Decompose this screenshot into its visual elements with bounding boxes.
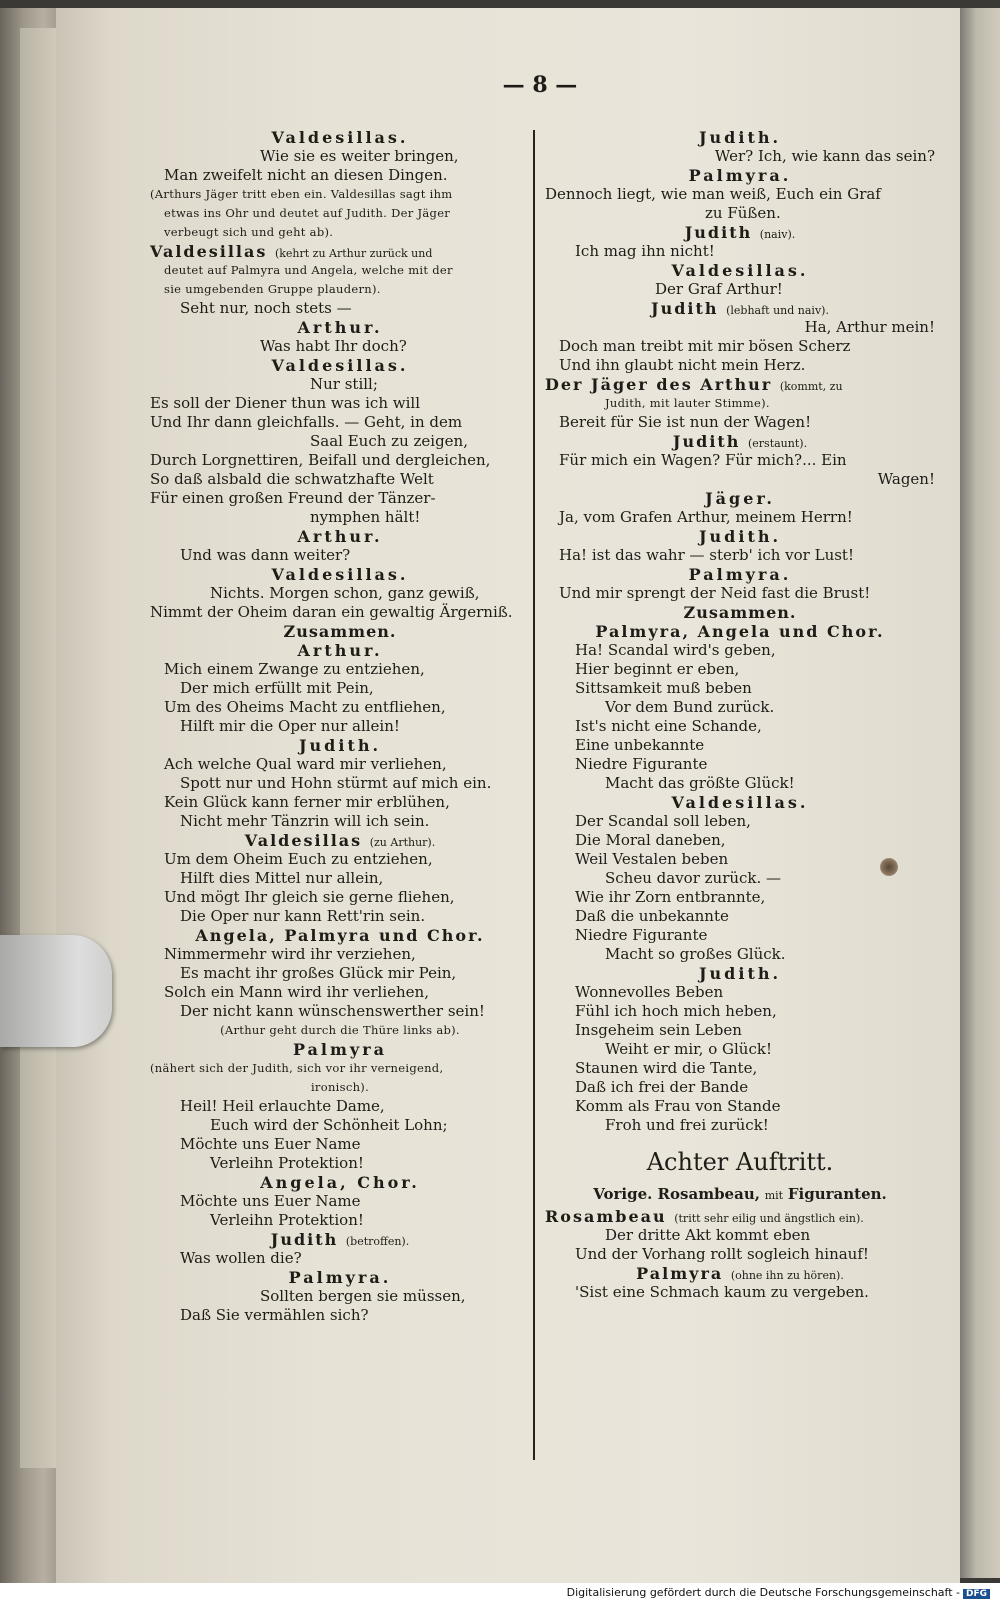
text-line <box>150 546 530 565</box>
line-text: Der Graf Arthur! <box>655 280 783 298</box>
line-text: Daß ich frei der Bande <box>575 1078 749 1096</box>
scene-title: Achter Auftritt. <box>646 1148 834 1176</box>
right-column <box>545 128 935 1302</box>
text-line <box>545 1097 935 1116</box>
speaker-line <box>545 1264 935 1283</box>
line-text: Palmyra. <box>288 1268 392 1287</box>
text-line <box>150 147 530 166</box>
line-text: Möchte uns Euer Name <box>180 1135 361 1153</box>
speaker-line <box>545 299 935 318</box>
line-text: Rosambeau <box>545 1207 667 1226</box>
line-text: Judith. <box>698 128 782 147</box>
page-clip <box>0 935 112 1047</box>
line-text: Durch Lorgnettiren, Beifall und dergleichen, <box>150 451 491 469</box>
line-text: Der Scandal soll leben, <box>575 812 751 830</box>
line-text: Valdesillas <box>150 242 268 261</box>
line-text: Ich mag ihn nicht! <box>575 242 715 260</box>
text-line <box>150 1116 530 1135</box>
line-text: Und der Vorhang rollt sogleich hinauf! <box>575 1245 869 1263</box>
line-text: Dennoch liegt, wie man weiß, Euch ein Graf <box>545 185 881 203</box>
text-line <box>545 337 935 356</box>
line-text: Nichts. Morgen schon, ganz gewiß, <box>210 584 480 602</box>
line-text: Valdesillas. <box>671 793 809 812</box>
line-text: Ja, vom Grafen Arthur, meinem Herrn! <box>559 508 853 526</box>
scene-persons <box>545 1181 935 1207</box>
text-line <box>150 793 530 812</box>
text-line <box>545 1040 935 1059</box>
speaker-name <box>150 1040 530 1059</box>
line-text: Der Jäger des Arthur <box>545 375 773 394</box>
line-text: Wie sie es weiter bringen, <box>260 147 459 165</box>
text-line <box>545 1059 935 1078</box>
text-line <box>150 679 530 698</box>
text-line <box>545 1002 935 1021</box>
text-line <box>545 1116 935 1135</box>
stage-direction: (betroffen). <box>345 1235 410 1248</box>
text-line <box>545 318 935 337</box>
text-line <box>150 774 530 793</box>
text-line <box>545 679 935 698</box>
stage-direction: (lebhaft und naiv). <box>726 304 829 317</box>
line-text: Wer? Ich, wie kann das sein? <box>714 147 935 165</box>
scene-persons-main: Vorige. Rosambeau, <box>593 1185 760 1203</box>
line-text: Palmyra. <box>688 565 792 584</box>
text-line <box>150 470 530 489</box>
speaker-line <box>545 432 935 451</box>
text-line <box>150 907 530 926</box>
line-text: Möchte uns Euer Name <box>180 1192 361 1210</box>
line-text: Bereit für Sie ist nun der Wagen! <box>559 413 812 431</box>
text-line <box>545 356 935 375</box>
line-text: 'Sist eine Schmach kaum zu vergeben. <box>575 1283 869 1301</box>
line-text: Doch man treibt mit mir bösen Scherz <box>559 337 851 355</box>
line-text: Valdesillas. <box>671 261 809 280</box>
line-text: Fühl ich hoch mich heben, <box>575 1002 777 1020</box>
text-line <box>150 888 530 907</box>
text-line <box>150 1287 530 1306</box>
text-line <box>150 1135 530 1154</box>
text-line <box>150 1021 530 1040</box>
line-text: Sollten bergen sie müssen, <box>260 1287 466 1305</box>
text-line <box>150 1249 530 1268</box>
speaker-name <box>545 489 935 508</box>
text-line <box>150 166 530 185</box>
line-text: Ha! Scandal wird's geben, <box>575 641 776 659</box>
text-line <box>150 185 530 204</box>
text-line <box>545 204 935 223</box>
line-text: Zusammen. <box>683 603 797 622</box>
text-line <box>545 945 935 964</box>
line-text: Arthur. <box>297 527 383 546</box>
footer-text: Digitalisierung gefördert durch die Deutsche Forschungsgemeinschaft - <box>566 1586 960 1599</box>
text-line <box>150 983 530 1002</box>
speaker-name <box>545 261 935 280</box>
text-line <box>545 242 935 261</box>
line-text: Der mich erfüllt mit Pein, <box>180 679 374 697</box>
line-text: Judith <box>270 1230 339 1249</box>
text-line <box>545 451 935 470</box>
line-text: sie umgebenden Gruppe plaudern). <box>164 282 381 296</box>
line-text: Und was dann weiter? <box>180 546 351 564</box>
speaker-line <box>545 375 935 394</box>
line-text: Mich einem Zwange zu entziehen, <box>164 660 425 678</box>
text-line <box>150 337 530 356</box>
right-book-edge <box>960 8 1000 1578</box>
line-text: Der dritte Akt kommt eben <box>605 1226 811 1244</box>
text-line <box>545 641 935 660</box>
line-text: Und ihn glaubt nicht mein Herz. <box>559 356 806 374</box>
text-line <box>150 261 530 280</box>
line-text: Palmyra. <box>688 166 792 185</box>
line-text: Insgeheim sein Leben <box>575 1021 742 1039</box>
text-line <box>545 698 935 717</box>
speaker-name <box>150 527 530 546</box>
text-line <box>545 584 935 603</box>
line-text: Was wollen die? <box>180 1249 302 1267</box>
line-text: Spott nur und Hohn stürmt auf mich ein. <box>180 774 492 792</box>
line-text: Angela, Palmyra und Chor. <box>195 926 485 945</box>
text-line <box>545 280 935 299</box>
text-line <box>150 584 530 603</box>
line-text: Euch wird der Schönheit Lohn; <box>210 1116 448 1134</box>
line-text: Hilft mir die Oper nur allein! <box>180 717 400 735</box>
line-text: (Arthurs Jäger tritt eben ein. Valdesillas sagt ihm <box>150 187 453 201</box>
line-text: Valdesillas. <box>271 128 409 147</box>
text-line <box>150 1002 530 1021</box>
text-line <box>545 774 935 793</box>
line-text: Hilft dies Mittel nur allein, <box>180 869 384 887</box>
text-line <box>545 1078 935 1097</box>
line-text: ironisch). <box>310 1080 370 1094</box>
text-line <box>150 1154 530 1173</box>
line-text: Ach welche Qual ward mir verliehen, <box>164 755 447 773</box>
line-text: Wie ihr Zorn entbrannte, <box>575 888 766 906</box>
line-text: Palmyra <box>292 1040 388 1059</box>
text-line <box>545 546 935 565</box>
text-line <box>545 926 935 945</box>
line-text: Judith <box>672 432 741 451</box>
speaker-name <box>150 318 530 337</box>
line-text: Staunen wird die Tante, <box>575 1059 758 1077</box>
text-line <box>150 394 530 413</box>
speaker-line <box>545 1207 935 1226</box>
text-line <box>150 1078 530 1097</box>
line-text: Palmyra, Angela und Chor. <box>595 622 885 641</box>
speaker-line <box>150 831 530 850</box>
line-text: Nicht mehr Tänzrin will ich sein. <box>180 812 430 830</box>
line-text: Saal Euch zu zeigen, <box>310 432 468 450</box>
text-line <box>150 1192 530 1211</box>
line-text: nymphen hält! <box>310 508 421 526</box>
footer <box>567 1586 990 1599</box>
line-text: Judith. <box>698 527 782 546</box>
line-text: Um dem Oheim Euch zu entziehen, <box>164 850 433 868</box>
line-text: Man zweifelt nicht an diesen Dingen. <box>164 166 448 184</box>
line-text: Verleihn Protektion! <box>210 1154 364 1172</box>
line-text: Nimmermehr wird ihr verziehen, <box>164 945 416 963</box>
line-text: Kein Glück kann ferner mir erblühen, <box>164 793 450 811</box>
line-text: Judith. <box>298 736 382 755</box>
text-line <box>545 907 935 926</box>
text-line <box>545 831 935 850</box>
text-line <box>545 717 935 736</box>
speaker-name <box>545 527 935 546</box>
column-divider <box>533 130 535 1460</box>
text-line <box>150 945 530 964</box>
stage-direction: (naiv). <box>759 228 796 241</box>
page-number: — 8 — <box>502 72 578 98</box>
text-line <box>545 185 935 204</box>
text-line <box>150 299 530 318</box>
line-text: Nur still; <box>310 375 378 393</box>
speaker-name <box>150 356 530 375</box>
text-line <box>545 1245 935 1264</box>
text-line <box>545 755 935 774</box>
line-text: zu Füßen. <box>705 204 781 222</box>
line-text: Und mögt Ihr gleich sie gerne fliehen, <box>164 888 455 906</box>
speaker-line <box>150 1230 530 1249</box>
speaker-name <box>545 603 935 622</box>
line-text: Palmyra <box>636 1264 724 1283</box>
text-line <box>545 888 935 907</box>
text-line <box>150 869 530 888</box>
line-text: Arthur. <box>297 318 383 337</box>
speaker-name <box>150 926 530 945</box>
speaker-name <box>150 565 530 584</box>
text-line <box>545 812 935 831</box>
text-line <box>545 660 935 679</box>
line-text: etwas ins Ohr und deutet auf Judith. Der Jäger <box>164 206 451 220</box>
line-text: Seht nur, noch stets — <box>180 299 352 317</box>
speaker-name <box>545 565 935 584</box>
speaker-name <box>545 166 935 185</box>
text-line <box>150 603 530 622</box>
line-text: Was habt Ihr doch? <box>260 337 407 355</box>
line-text: Valdesillas. <box>271 356 409 375</box>
text-line <box>150 413 530 432</box>
line-text: Froh und frei zurück! <box>605 1116 769 1134</box>
text-line <box>150 1306 530 1325</box>
line-text: Weiht er mir, o Glück! <box>605 1040 772 1058</box>
line-text: Daß Sie vermählen sich? <box>180 1306 369 1324</box>
line-text: Heil! Heil erlauchte Dame, <box>180 1097 385 1115</box>
speaker-name <box>545 622 935 641</box>
text-line <box>545 983 935 1002</box>
speaker-name <box>150 1268 530 1287</box>
line-text: Vor dem Bund zurück. <box>605 698 775 716</box>
line-text: Angela, Chor. <box>260 1173 420 1192</box>
line-text: Komm als Frau von Stande <box>575 1097 781 1115</box>
text-line <box>545 1226 935 1245</box>
line-text: Judith. <box>698 964 782 983</box>
speaker-name <box>150 622 530 641</box>
line-text: Um des Oheims Macht zu entfliehen, <box>164 698 446 716</box>
line-text: Judith, mit lauter Stimme). <box>605 396 770 410</box>
text-line <box>150 1097 530 1116</box>
left-page-stack <box>20 28 60 1468</box>
line-text: Scheu davor zurück. — <box>605 869 782 887</box>
stage-direction: (ohne ihn zu hören). <box>730 1269 844 1282</box>
text-line <box>545 736 935 755</box>
text-line <box>150 223 530 242</box>
text-line <box>545 394 935 413</box>
line-text: Für einen großen Freund der Tänzer- <box>150 489 436 507</box>
text-line <box>545 413 935 432</box>
line-text: Die Moral daneben, <box>575 831 726 849</box>
line-text: Der nicht kann wünschenswerther sein! <box>180 1002 485 1020</box>
text-line <box>150 660 530 679</box>
line-text: Macht so großes Glück. <box>605 945 786 963</box>
right-column-lines <box>545 128 935 1135</box>
scene-persons-end: Figuranten. <box>787 1185 887 1203</box>
scene-persons-mit: mit <box>764 1189 784 1202</box>
line-text: verbeugt sich und geht ab). <box>164 225 334 239</box>
line-text: Es macht ihr großes Glück mir Pein, <box>180 964 457 982</box>
line-text: Valdesillas <box>244 831 363 850</box>
speaker-line <box>150 242 530 261</box>
stage-direction: (tritt sehr eilig und ängstlich ein). <box>674 1212 864 1225</box>
text-line <box>150 850 530 869</box>
text-line <box>150 755 530 774</box>
text-line <box>545 470 935 489</box>
line-text: Sittsamkeit muß beben <box>575 679 752 697</box>
line-text: Nimmt der Oheim daran ein gewaltig Ärgerniß. <box>150 603 513 621</box>
text-line <box>150 1059 530 1078</box>
line-text: Weil Vestalen beben <box>575 850 729 868</box>
line-text: Es soll der Diener thun was ich will <box>150 394 420 412</box>
text-line <box>150 451 530 470</box>
line-text: Arthur. <box>297 641 383 660</box>
line-text: Die Oper nur kann Rett'rin sein. <box>180 907 426 925</box>
left-column <box>150 128 530 1325</box>
line-text: Ist's nicht eine Schande, <box>575 717 762 735</box>
line-text: Valdesillas. <box>271 565 409 584</box>
speaker-name <box>545 128 935 147</box>
line-text: deutet auf Palmyra und Angela, welche mit der <box>164 263 453 277</box>
speaker-name <box>150 736 530 755</box>
line-text: Ha! ist das wahr — sterb' ich vor Lust! <box>559 546 854 564</box>
stage-direction: (kommt, zu <box>779 380 843 393</box>
text-line <box>545 869 935 888</box>
line-text: Judith <box>651 299 719 318</box>
text-line <box>545 508 935 527</box>
stage-direction: (erstaunt). <box>748 437 808 450</box>
text-line <box>150 204 530 223</box>
line-text: (nähert sich der Judith, sich vor ihr verneigend, <box>150 1061 444 1075</box>
text-line <box>545 850 935 869</box>
text-line <box>545 1283 935 1302</box>
line-text: Hier beginnt er eben, <box>575 660 740 678</box>
text-line <box>150 280 530 299</box>
line-text: Daß die unbekannte <box>575 907 729 925</box>
speaker-name <box>150 1173 530 1192</box>
text-line <box>150 489 530 508</box>
line-text: Verleihn Protektion! <box>210 1211 364 1229</box>
text-line <box>150 1211 530 1230</box>
text-line <box>545 1021 935 1040</box>
line-text: Wonnevolles Beben <box>575 983 724 1001</box>
text-line <box>150 717 530 736</box>
line-text: Jäger. <box>705 489 775 508</box>
speaker-name <box>150 641 530 660</box>
line-text: Ha, Arthur mein! <box>804 318 935 336</box>
line-text: Und mir sprengt der Neid fast die Brust! <box>559 584 871 602</box>
line-text: Für mich ein Wagen? Für mich?... Ein <box>559 451 847 469</box>
line-text: So daß alsbald die schwatzhafte Welt <box>150 470 434 488</box>
text-line <box>545 147 935 166</box>
line-text: Zusammen. <box>283 622 397 641</box>
scene-lines <box>545 1207 935 1302</box>
line-text: (Arthur geht durch die Thüre links ab). <box>220 1023 460 1037</box>
line-text: Niedre Figurante <box>575 926 708 944</box>
speaker-name <box>545 793 935 812</box>
text-line <box>150 812 530 831</box>
line-text: Wagen! <box>877 470 935 488</box>
stage-direction: (zu Arthur). <box>369 836 436 849</box>
stage-direction: (kehrt zu Arthur zurück und <box>274 247 433 260</box>
text-line <box>150 432 530 451</box>
speaker-name <box>545 964 935 983</box>
line-text: Judith <box>684 223 753 242</box>
line-text: Und Ihr dann gleichfalls. — Geht, in dem <box>150 413 463 431</box>
speaker-name <box>150 128 530 147</box>
text-line <box>150 375 530 394</box>
dfg-logo: DFG <box>963 1589 990 1599</box>
speaker-line <box>545 223 935 242</box>
line-text: Solch ein Mann wird ihr verliehen, <box>164 983 429 1001</box>
line-text: Eine unbekannte <box>575 736 705 754</box>
line-text: Macht das größte Glück! <box>605 774 795 792</box>
text-line <box>150 698 530 717</box>
text-line <box>150 508 530 527</box>
text-line <box>150 964 530 983</box>
line-text: Niedre Figurante <box>575 755 708 773</box>
